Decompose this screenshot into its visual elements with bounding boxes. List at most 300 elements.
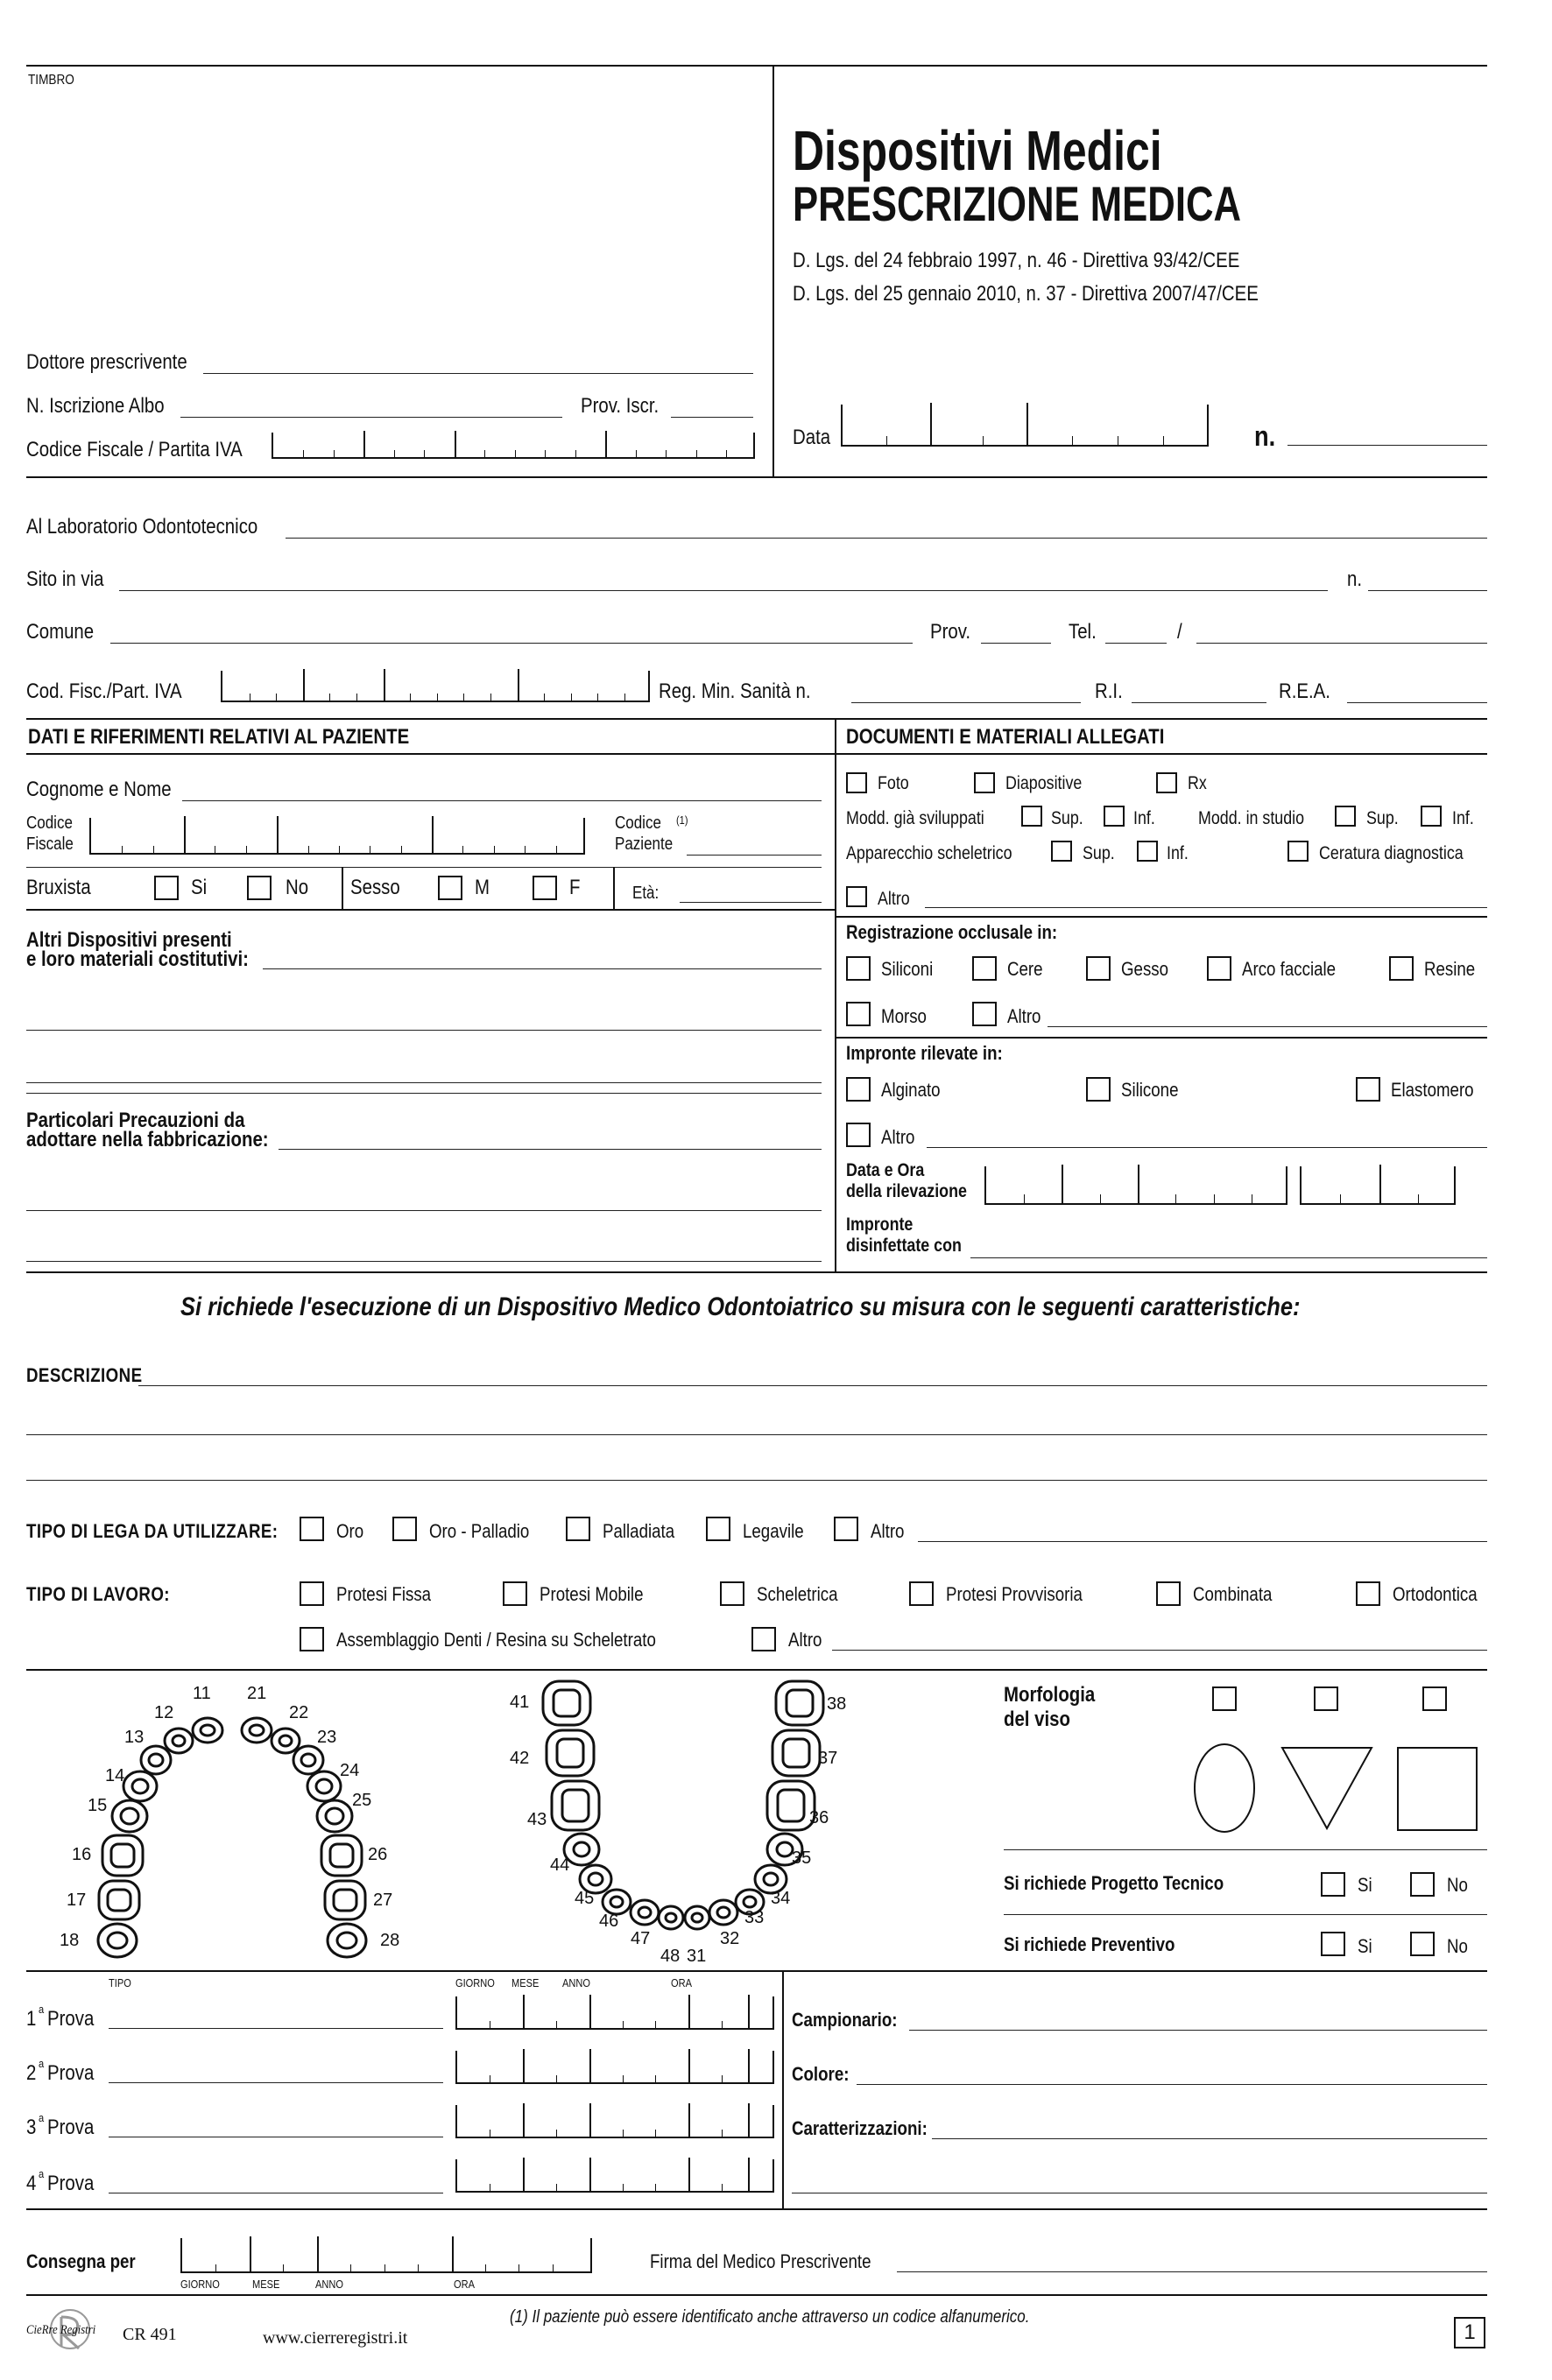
tooth-label-32: 32 [720,1929,740,1948]
ri-label: R.I. [1095,679,1123,703]
form-code: CR 491 [123,2325,177,2344]
tooth-38[interactable] [776,1681,823,1725]
top-border [26,65,1487,67]
modd-studio-label: Modd. in studio [1198,808,1305,828]
trials-top-border [26,1970,1487,1972]
section-bottom-border [26,1271,1487,1273]
alloy-label: TIPO DI LEGA DA UTILIZZARE: [26,1520,279,1542]
upper-teeth-diagram [53,1672,420,1970]
elastomero-checkbox[interactable] [1356,1077,1380,1102]
trial-num: 2 [26,2061,37,2085]
delivery-ora: ORA [454,2278,475,2291]
tooth-label-12: 12 [154,1703,174,1722]
trial-label: Prova [47,2061,95,2085]
header-divider [772,65,774,476]
impressions-heading: Impronte rilevate in: [846,1042,1003,1064]
face-oval-icon [1195,1744,1254,1832]
trial-date-comb[interactable] [455,1996,774,2030]
tooth-22[interactable] [272,1729,300,1753]
trial-num: 4 [26,2172,37,2195]
patient-name-label: Cognome e Nome [26,778,172,801]
tooth-43[interactable] [603,1890,631,1914]
description-field-3[interactable] [26,1480,1487,1481]
sex-divider [342,867,343,909]
tooth-48[interactable] [543,1681,590,1725]
cere-checkbox[interactable] [972,956,997,981]
sample-field[interactable] [909,2030,1487,2031]
foto-label: Foto [878,773,909,793]
trial-type-field[interactable] [109,2028,443,2029]
arco-checkbox[interactable] [1207,956,1231,981]
tooth-15[interactable] [112,1800,147,1832]
alginato-label: Alginato [881,1079,941,1101]
ceratura-label: Ceratura diagnostica [1319,843,1464,863]
tooth-label-42: 47 [631,1929,651,1948]
delivery-mese: MESE [252,2278,280,2291]
tel-slash: / [1177,620,1182,644]
tooth-32[interactable] [709,1900,737,1925]
tooth-label-28: 28 [380,1931,400,1950]
description-field-1[interactable] [138,1385,1487,1386]
age-label: Età: [632,884,660,903]
work-altro-field[interactable] [832,1650,1487,1651]
albo-label: N. Iscrizione Albo [26,394,165,418]
doctor-cf-comb[interactable] [272,433,755,459]
lab-label: Al Laboratorio Odontotecnico [26,515,258,539]
alloy-legavile-label: Legavile [743,1520,804,1542]
prov-iscr-field[interactable] [671,417,753,418]
reg-field[interactable] [851,702,1081,703]
characterizations-label: Caratterizzazioni: [792,2117,928,2139]
sex-label: Sesso [350,876,400,899]
sample-label: Campionario: [792,2009,898,2031]
tooth-label-18: 18 [60,1931,80,1950]
registration-heading: Registrazione occlusale in: [846,921,1058,943]
silicone-checkbox[interactable] [1086,1077,1111,1102]
tooth-label-16: 16 [72,1845,92,1864]
alloy-oro-palladio-checkbox[interactable] [392,1517,417,1541]
patient-code-label-1: Codice [615,813,661,833]
tooth-14[interactable] [123,1771,157,1801]
alloy-altro-field[interactable] [918,1541,1487,1542]
law-reference-1: D. Lgs. del 24 febbraio 1997, n. 46 - Direttiva 93/42/CEE [793,249,1240,272]
modd-studio-sup-checkbox[interactable] [1335,806,1356,827]
ri-field[interactable] [1132,702,1266,703]
alloy-altro-label: Altro [871,1520,905,1542]
work-scheletrica-label: Scheletrica [757,1583,838,1605]
alginato-checkbox[interactable] [846,1077,871,1102]
tooth-46[interactable] [552,1781,599,1830]
tooth-label-47: 42 [510,1749,530,1768]
work-assemblaggio-label: Assemblaggio Denti / Resina su Scheletrato [336,1629,656,1651]
tooth-18[interactable] [98,1924,137,1957]
rilevazione-date-comb[interactable] [984,1166,1287,1205]
bruxism-yes-checkbox[interactable] [154,876,179,900]
apparecchio-inf-label: Inf. [1167,843,1189,863]
tech-project-no-checkbox[interactable] [1410,1872,1435,1897]
modd-sviluppati-inf-checkbox[interactable] [1104,806,1125,827]
bruxism-no-label: No [286,876,309,899]
trial-num: 3 [26,2116,37,2139]
doctor-label: Dottore prescrivente [26,350,187,374]
gesso-label: Gesso [1121,958,1169,980]
doctor-cf-label: Codice Fiscale / Partita IVA [26,438,243,461]
tooth-24[interactable] [307,1771,341,1801]
bruxism-yes-label: Si [191,876,208,899]
tooth-label-14: 14 [105,1766,125,1785]
tooth-26[interactable] [321,1835,362,1876]
date-time-label-2: della rilevazione [846,1181,967,1201]
lab-field[interactable] [286,538,1487,539]
apparecchio-sup-label: Sup. [1083,843,1115,863]
tooth-31[interactable] [685,1906,709,1929]
foto-checkbox[interactable] [846,772,867,793]
tooth-27[interactable] [325,1881,365,1919]
trial-sup: a [39,2111,45,2124]
stamp-label: TIMBRO [28,73,74,88]
trial-sup: a [39,2003,45,2016]
sex-male-label: M [475,876,490,899]
face-oval-checkbox[interactable] [1212,1686,1237,1711]
patient-code-note: (1) [676,813,688,827]
modd-studio-inf-label: Inf. [1452,808,1474,828]
address-number-field[interactable] [1368,590,1487,591]
registration-altro-checkbox[interactable] [972,1002,997,1026]
estimate-yes-label: Si [1358,1935,1372,1957]
tooth-13[interactable] [141,1746,171,1774]
request-banner: Si richiede l'esecuzione di un Dispositivo Medico Odontoiatrico su misura con le seguenti caratteristiche: [180,1292,1301,1321]
precautions-field-3[interactable] [26,1261,822,1262]
lab-cf-label: Cod. Fisc./Part. IVA [26,679,182,703]
number-field[interactable] [1287,445,1487,446]
trial-sup: a [39,2057,45,2070]
other-devices-label-1: Altri Dispositivi presenti [26,928,232,952]
work-protesi-mobile-checkbox[interactable] [503,1581,527,1606]
footnote: (1) Il paziente può essere identificato anche attraverso un codice alfanumerico. [510,2307,1030,2327]
age-divider [613,867,615,909]
patient-docs-divider [835,718,836,1271]
docs-altro-label: Altro [878,889,910,909]
diapositive-label: Diapositive [1005,773,1083,793]
tooth-12[interactable] [165,1729,193,1753]
patient-cf-label-2: Fiscale [26,834,74,854]
tooth-label-22: 22 [289,1703,309,1722]
bruxism-no-checkbox[interactable] [247,876,272,900]
work-ortodontica-checkbox[interactable] [1356,1581,1380,1606]
color-field[interactable] [857,2084,1487,2085]
col-tipo: TIPO [109,1976,131,1989]
lower-teeth-diagram [490,1672,893,1970]
age-field[interactable] [680,902,822,903]
trial-sup: a [39,2167,45,2180]
col-anno: ANNO [562,1976,590,1989]
alloy-palladiata-label: Palladiata [603,1520,675,1542]
tooth-label-48: 41 [510,1693,530,1712]
precautions-label-2: adottare nella fabbricazione: [26,1128,269,1151]
work-assemblaggio-checkbox[interactable] [300,1627,324,1651]
disinfected-label-2: disinfettate con [846,1236,962,1256]
tooth-label-45: 44 [550,1855,570,1875]
tel-prefix-field[interactable] [1105,643,1167,644]
form-subtitle: PRESCRIZIONE MEDICA [793,176,1242,231]
docs-altro-field[interactable] [925,907,1487,908]
alloy-altro-checkbox[interactable] [834,1517,858,1541]
work-protesi-mobile-label: Protesi Mobile [540,1583,644,1605]
tooth-label-25: 25 [352,1791,372,1810]
tooth-label-38: 38 [827,1694,847,1714]
resine-label: Resine [1424,958,1476,980]
tooth-label-26: 26 [368,1845,388,1864]
tooth-label-44: 45 [575,1889,595,1908]
tooth-28[interactable] [328,1924,366,1957]
impressions-altro-field[interactable] [927,1147,1487,1148]
registration-altro-field[interactable] [1048,1026,1487,1027]
delivery-date-comb[interactable] [180,2238,592,2273]
trial-type-field[interactable] [109,2082,443,2083]
face-label-1: Morfologia [1004,1683,1096,1707]
work-protesi-provvisoria-checkbox[interactable] [909,1581,934,1606]
delivery-anno: ANNO [315,2278,343,2291]
tooth-label-21: 21 [247,1684,267,1703]
bruxism-row-top [26,867,822,868]
tooth-label-15: 15 [88,1796,108,1815]
rx-checkbox[interactable] [1156,772,1177,793]
sex-male-checkbox[interactable] [438,876,462,900]
trials-divider [782,1970,784,2208]
tooth-47[interactable] [547,1730,594,1776]
other-devices-field-3[interactable] [26,1082,822,1083]
tooth-37[interactable] [772,1730,820,1776]
description-label: DESCRIZIONE [26,1364,143,1386]
patient-cf-label-1: Codice [26,813,73,833]
impressions-altro-checkbox[interactable] [846,1123,871,1147]
col-ora: ORA [671,1976,692,1989]
tooth-21[interactable] [242,1718,272,1743]
disinfected-field[interactable] [970,1257,1487,1258]
tooth-label-35: 35 [792,1848,812,1868]
tooth-label-34: 34 [771,1889,791,1908]
trials-bottom-border [26,2208,1487,2210]
sex-female-checkbox[interactable] [533,876,557,900]
tooth-16[interactable] [102,1835,143,1876]
patient-heading: DATI E RIFERIMENTI RELATIVI AL PAZIENTE [28,725,410,749]
tooth-label-43: 46 [599,1912,619,1931]
docs-heading: DOCUMENTI E MATERIALI ALLEGATI [846,725,1165,749]
impressions-altro-label: Altro [881,1126,915,1148]
gesso-checkbox[interactable] [1086,956,1111,981]
tooth-41[interactable] [659,1906,683,1929]
diapositive-checkbox[interactable] [974,772,995,793]
alloy-oro-label: Oro [336,1520,364,1542]
brand-logo [26,2308,105,2352]
tel-label: Tel. [1069,620,1097,644]
face-square-icon [1398,1748,1477,1830]
precautions-label-1: Particolari Precauzioni da [26,1109,245,1132]
tooth-label-23: 23 [317,1728,337,1747]
work-label: TIPO DI LAVORO: [26,1583,170,1605]
other-devices-field-1[interactable] [263,968,822,969]
date-comb[interactable] [841,405,1209,447]
work-altro-label: Altro [788,1629,822,1651]
sex-female-label: F [569,876,581,899]
tech-project-label: Si richiede Progetto Tecnico [1004,1872,1224,1894]
work-combinata-checkbox[interactable] [1156,1581,1181,1606]
tech-project-yes-label: Si [1358,1874,1372,1896]
reg-label: Reg. Min. Sanità n. [659,679,811,703]
resine-checkbox[interactable] [1389,956,1414,981]
alloy-legavile-checkbox[interactable] [706,1517,730,1541]
doctor-field[interactable] [203,373,753,374]
rx-label: Rx [1188,773,1207,793]
col-mese: MESE [511,1976,540,1989]
impressions-top-border [835,1037,1487,1039]
address-label: Sito in via [26,567,104,591]
address-number-label: n. [1347,567,1363,591]
delivery-label: Consegna per [26,2250,136,2272]
date-time-label-1: Data e Ora [846,1160,925,1180]
signature-label: Firma del Medico Prescrivente [650,2250,871,2272]
work-combinata-label: Combinata [1193,1583,1273,1605]
tooth-label-41: 48 [660,1947,681,1966]
disinfected-label-1: Impronte [846,1215,914,1235]
col-giorno: GIORNO [455,1976,495,1989]
rea-field[interactable] [1347,702,1487,703]
tooth-label-36: 36 [809,1808,829,1827]
albo-field[interactable] [180,417,562,418]
modd-sviluppati-sup-label: Sup. [1051,808,1083,828]
trial-num: 1 [26,2007,37,2031]
lab-cf-comb[interactable] [221,671,650,702]
work-ortodontica-label: Ortodontica [1393,1583,1478,1605]
estimate-yes-checkbox[interactable] [1321,1932,1345,1956]
modd-studio-inf-checkbox[interactable] [1421,806,1442,827]
face-square-checkbox[interactable] [1422,1686,1447,1711]
estimate-divider [1004,1914,1487,1915]
patient-name-field[interactable] [182,800,822,801]
alloy-oro-checkbox[interactable] [300,1517,324,1541]
tooth-11[interactable] [193,1718,222,1743]
morso-label: Morso [881,1005,927,1027]
patient-code-field[interactable] [687,855,822,856]
other-devices-field-2[interactable] [26,1030,822,1031]
number-label: n. [1254,420,1276,452]
face-divider [1004,1849,1487,1850]
website: www.cierreregistri.it [263,2328,408,2348]
page-number-box [1454,2317,1485,2348]
tooth-label-46: 43 [527,1810,547,1829]
color-label: Colore: [792,2063,850,2085]
tech-project-no-label: No [1447,1874,1468,1896]
patient-code-label-2: Paziente [615,834,674,854]
section-top-border [26,718,1487,720]
lab-prov-field[interactable] [981,643,1051,644]
work-scheletrica-checkbox[interactable] [720,1581,744,1606]
face-label-2: del viso [1004,1708,1070,1731]
work-protesi-provvisoria-label: Protesi Provvisoria [946,1583,1083,1605]
elastomero-label: Elastomero [1391,1079,1474,1101]
alloy-oro-palladio-label: Oro - Palladio [429,1520,530,1542]
tooth-42[interactable] [631,1900,659,1925]
rilevazione-time-comb[interactable] [1300,1166,1456,1205]
work-altro-checkbox[interactable] [751,1627,776,1651]
bruxism-label: Bruxista [26,876,91,899]
city-field[interactable] [110,643,913,644]
brand-name: CieRre Registri [26,2323,96,2337]
modd-sviluppati-inf-label: Inf. [1133,808,1155,828]
trial-label: Prova [47,2007,95,2031]
address-field[interactable] [119,590,1328,591]
page-number: 1 [1464,2320,1476,2344]
tooth-label-11: 11 [193,1684,211,1703]
section-heading-border [26,753,1487,755]
trial-label: Prova [47,2116,95,2139]
tooth-label-13: 13 [124,1728,145,1747]
patient-cf-comb[interactable] [89,818,585,855]
tooth-label-31: 31 [687,1947,707,1966]
registration-top-border [835,916,1487,918]
siliconi-checkbox[interactable] [846,956,871,981]
estimate-no-label: No [1447,1935,1468,1957]
characterizations-field-1[interactable] [932,2138,1487,2139]
trial-date-comb[interactable] [455,2159,774,2193]
apparecchio-label: Apparecchio scheletrico [846,843,1012,863]
tooth-label-24: 24 [340,1761,360,1780]
trial-label: Prova [47,2172,95,2195]
signature-field[interactable] [897,2271,1487,2272]
tel-number-field[interactable] [1196,643,1487,644]
tooth-label-33: 33 [744,1908,765,1927]
tooth-25[interactable] [317,1800,352,1832]
trial-date-comb[interactable] [455,2051,774,2084]
header-bottom-border [26,476,1487,478]
apparecchio-sup-checkbox[interactable] [1051,841,1072,862]
trial-date-comb[interactable] [455,2105,774,2138]
apparecchio-inf-checkbox[interactable] [1137,841,1158,862]
work-protesi-fissa-checkbox[interactable] [300,1581,324,1606]
other-devices-label-2: e loro materiali costitutivi: [26,947,249,971]
bruxism-row-bottom [26,909,835,911]
cere-label: Cere [1007,958,1043,980]
precautions-field-2[interactable] [26,1210,822,1211]
tooth-label-37: 37 [818,1749,838,1768]
form-title: Dispositivi Medici [793,119,1162,182]
tooth-23[interactable] [293,1746,323,1774]
tech-project-yes-checkbox[interactable] [1321,1872,1345,1897]
face-triangle-checkbox[interactable] [1314,1686,1338,1711]
morso-checkbox[interactable] [846,1002,871,1026]
estimate-no-checkbox[interactable] [1410,1932,1435,1956]
precautions-field-1[interactable] [279,1149,822,1150]
ceratura-checkbox[interactable] [1287,841,1309,862]
other-devices-field-4[interactable] [26,1093,822,1094]
modd-sviluppati-sup-checkbox[interactable] [1021,806,1042,827]
prov-iscr-label: Prov. Iscr. [581,394,660,418]
registration-altro-label: Altro [1007,1005,1041,1027]
lab-prov-label: Prov. [930,620,971,644]
tooth-17[interactable] [99,1881,139,1919]
alloy-palladiata-checkbox[interactable] [566,1517,590,1541]
silicone-label: Silicone [1121,1079,1179,1101]
face-triangle-icon [1282,1748,1372,1828]
description-field-2[interactable] [26,1434,1487,1435]
law-reference-2: D. Lgs. del 25 gennaio 2010, n. 37 - Direttiva 2007/47/CEE [793,282,1259,306]
docs-altro-checkbox[interactable] [846,886,867,907]
arco-label: Arco facciale [1242,958,1337,980]
tooth-36[interactable] [767,1781,815,1830]
teeth-top-border [26,1669,1487,1671]
footer-top-border [26,2294,1487,2296]
siliconi-label: Siliconi [881,958,934,980]
